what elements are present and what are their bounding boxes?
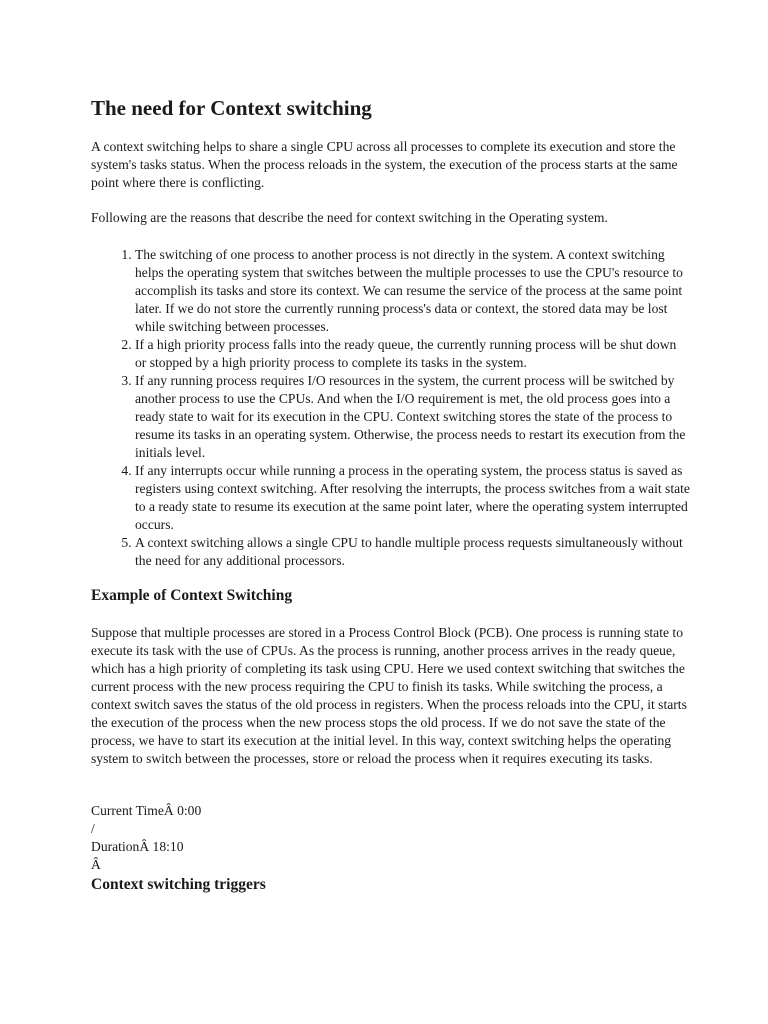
list-item: 1. The switching of one process to another process is not directly in the system. A context switching helps the operating system that switches between the multiple processes to use the CPU's resource to accomplish its tasks and store its context. We can resume the service of the process at the same point later. If we do not store the currently running process's data or context, the stored data may be lost while switching between processes.: [135, 246, 691, 336]
list-item: 3. If any running process requires I/O resources in the system, the current process will be switched by another process to use the CPUs. And when the I/O requirement is met, the old process goes into a ready state to wait for its execution in the CPU. Context switching stores the state of the process to resume its tasks in an operating system. Otherwise, the process needs to restart its execution from the initials level.: [135, 372, 691, 462]
list-item: 4. If any interrupts occur while running a process in the operating system, the process status is saved as registers using context switching. After resolving the interrupts, the process switches from a wait state to a ready state to resume its execution at the same point later, where the operating system interrupted occurs.: [135, 462, 691, 534]
time-separator: /: [91, 821, 95, 836]
current-time-text: Current TimeÂ 0:00: [91, 803, 202, 818]
example-paragraph: Suppose that multiple processes are stored in a Process Control Block (PCB). One process is running state to execute its task with the use of CPUs. As the process is running, another process arrives in the ready queue, which has a high priority of completing its task using CPU. Here we used context switching that switches the current process with the new process requiring the CPU to finish its tasks. While switching the process, a context switch saves the status of the old process in registers. When the process reloads into the CPU, it starts the execution of the process when the new process stops the old process. If we do not save the state of the process, we have to start its execution at the initial level. In this way, context switching helps the operating system to switch between the processes, store or reload the process when it requires executing its tasks.: [91, 625, 687, 766]
page-title: The need for Context switching: [91, 96, 372, 120]
example-heading: Example of Context Switching: [91, 587, 293, 604]
duration-text: DurationÂ 18:10: [91, 839, 184, 854]
list-item: 5. A context switching allows a single CPU to handle multiple process requests simultaneously without the need for any additional processors.: [135, 534, 691, 570]
intro-paragraph: A context switching helps to share a single CPU across all processes to complete its execution and store the system's tasks status. When the process reloads in the system, the execution of the process starts at the same point where there is conflicting.: [91, 139, 678, 190]
stray-character: Â: [91, 857, 101, 872]
list-item: 2. If a high priority process falls into the ready queue, the currently running process will be shut down or stopped by a high priority process to complete its tasks in the system.: [135, 336, 691, 372]
reasons-list: [91, 246, 691, 570]
reasons-intro-paragraph: Following are the reasons that describe the need for context switching in the Operating system.: [91, 210, 608, 225]
triggers-heading: Context switching triggers: [91, 876, 266, 893]
